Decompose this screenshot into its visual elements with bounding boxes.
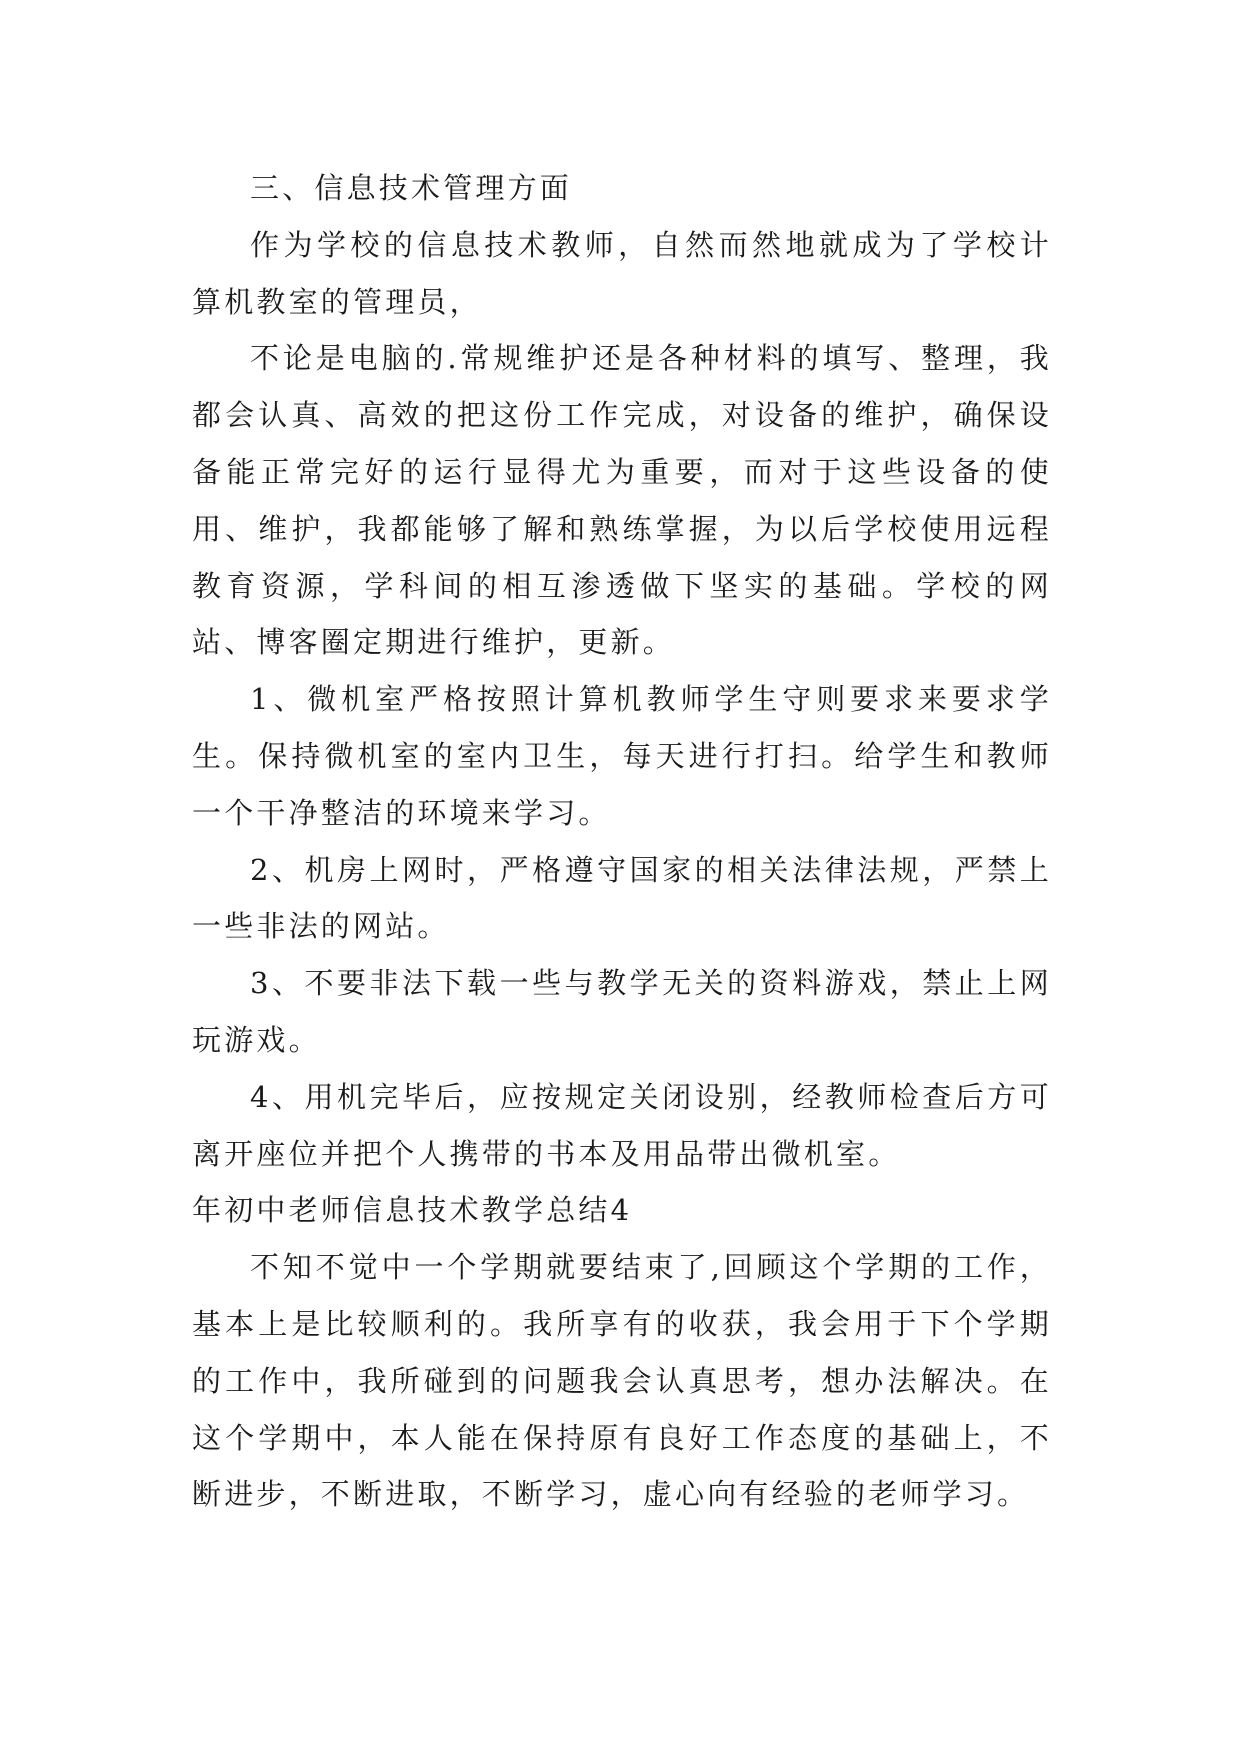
rule-item-1: 1、微机室严格按照计算机教师学生守则要求来要求学生。保持微机室的室内卫生，每天进行打扫。给学生和教师一个干净整洁的环境来学习。 <box>192 682 1052 830</box>
paragraph-role: 作为学校的信息技术教师，自然而然地就成为了学校计算机教室的管理员， <box>192 227 1052 319</box>
article-title: 年初中老师信息技术教学总结4 <box>192 1193 633 1228</box>
document-body <box>192 160 1052 1523</box>
paragraph-maintenance: 不论是电脑的.常规维护还是各种材料的填写、整理，我都会认真、高效的把这份工作完成，对设备的维护，确保设备能正常完好的运行显得尤为重要，而对于这些设备的使用、维护，我都能够了解和熟练掌握，为以后学校使用远程教育资源，学科间的相互渗透做下坚实的基础。学校的网站、博客圈定期进行维护，更新。 <box>192 341 1052 660</box>
rule-item-2: 2、机房上网时，严格遵守国家的相关法律法规，严禁上一些非法的网站。 <box>192 852 1052 944</box>
rule-item-4: 4、用机完毕后，应按规定关闭设别，经教师检查后方可离开座位并把个人携带的书本及用品带出微机室。 <box>192 1079 1052 1171</box>
section-heading: 三、信息技术管理方面 <box>250 171 573 205</box>
article-paragraph: 不知不觉中一个学期就要结束了,回顾这个学期的工作，基本上是比较顺利的。我所享有的收获，我会用于下个学期的工作中，我所碰到的问题我会认真思考，想办法解决。在这个学期中，本人能在保持原有良好工作态度的基础上，不断进步，不断进取，不断学习，虚心向有经验的老师学习。 <box>192 1250 1052 1512</box>
rule-item-3: 3、不要非法下载一些与教学无关的资料游戏，禁止上网玩游戏。 <box>192 966 1052 1057</box>
